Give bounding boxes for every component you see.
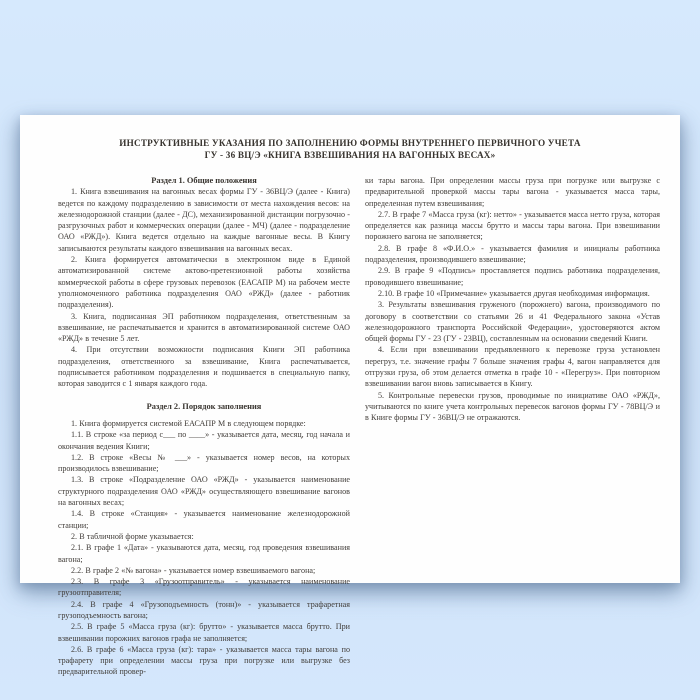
paragraph: 2. В табличной форме указывается: bbox=[71, 531, 194, 541]
paragraph: 3. Результаты взвешивания груженого (порожнего) вагона, производимого по договору в соответствии со статьями 26 и 41 Федерального закона «Устав железнодорожного транспорта Российской Федерации», удостоверяются актом общей формы ГУ - 23 (ГУ - 23ВЦ), составленным на основании сведений Книги. bbox=[365, 300, 660, 344]
paragraph: 2. Книга формируется автоматически в электронном виде в Единой автоматизированной системе актово-претензионной работы хозяйства коммерческой работы в сфере грузовых перевозок (ЕАСАПР М) на рабочем месте уполномоченного работника подразделения ОАО «РЖД» (далее - работник подразделения). bbox=[58, 255, 350, 310]
left-column bbox=[58, 175, 350, 678]
paragraph: 1.1. В строке «за период с___ по ____» - указывается дата, месяц, год начала и окончания ведения Книги; bbox=[58, 430, 350, 451]
two-column-layout bbox=[58, 175, 660, 678]
right-column bbox=[365, 175, 660, 678]
paragraph: 4. При отсутствии возможности подписания Книги ЭП работника подразделения, ответственного за взвешивание, Книга распечатывается, подписывается работником подразделения и подшивается в специальную папку, которая заводится с 1 января каждого года. bbox=[58, 345, 350, 389]
paragraph: 2.2. В графе 2 «№ вагона» - указывается номер взвешиваемого вагона; bbox=[71, 565, 316, 575]
paragraph: 2.7. В графе 7 «Масса груза (кг): нетто» - указывается масса нетто груза, которая определяется как разница массы брутто и массы тары вагона. При взвешивании порожнего вагона не заполняется; bbox=[365, 209, 660, 242]
paragraph: 1.4. В строке «Станция» - указывается наименование железнодорожной станции; bbox=[58, 509, 350, 530]
paragraph: 1. Книга формируется системой ЕАСАПР М в следующем порядке: bbox=[71, 418, 306, 428]
document-title bbox=[20, 138, 680, 161]
paragraph-continuation: ки тары вагона. При определении массы груза при погрузке или выгрузке с предварительной проверкой массы тары вагона - указывается масса тары, определенная путем взвешивания; bbox=[365, 176, 660, 208]
document-title-line-1: ИНСТРУКТИВНЫЕ УКАЗАНИЯ ПО ЗАПОЛНЕНИЮ ФОРМЫ ВНУТРЕННЕГО ПЕРВИЧНОГО УЧЕТА bbox=[119, 138, 581, 148]
paragraph: 1. Книга взвешивания на вагонных весах формы ГУ - 36ВЦ/Э (далее - Книга) ведется по каждому подразделению в зависимости от места нахождения весов: на железнодорожной станции (далее - ДС), механизированной дистанции погрузочно - разгрузочных работ и коммерческих операции (далее - МЧ) (далее - подразделение ОАО «РЖД»). Книга ведется отдельно на каждые вагонные весы. В Книгу записываются результаты каждого взвешивания на вагонных весах. bbox=[58, 187, 350, 253]
paragraph: 2.10. В графе 10 «Примечание» указывается другая необходимая информация. bbox=[378, 288, 650, 298]
paragraph: 2.1. В графе 1 «Дата» - указываются дата, месяц, год проведения взвешивания вагона; bbox=[58, 543, 350, 564]
paragraph: 2.4. В графе 4 «Грузоподъемность (тонн)» - указывается трафаретная грузоподъемность вагона; bbox=[58, 599, 350, 620]
paragraph: 1.2. В строке «Весы № ___» - указывается номер весов, на которых производилось взвешивание; bbox=[58, 452, 350, 474]
document-title-line-2: ГУ - 36 ВЦ/Э «КНИГА ВЗВЕШИВАНИЯ НА ВАГОННЫХ ВЕСАХ» bbox=[204, 149, 496, 160]
paragraph: 2.3. В графе 3 «Грузоотправитель» - указывается наименование грузоотправителя; bbox=[58, 577, 350, 598]
paragraph: 5. Контрольные перевески грузов, проводимые по инициативе ОАО «РЖД», учитываются по книге учета контрольных перевесок вагонов формы ГУ - 78ВЦ/Э и в Книге формы ГУ - 36ВЦ/Э не отражаются. bbox=[365, 390, 660, 423]
paragraph: 1.3. В строке «Подразделение ОАО «РЖД» - указывается наименование структурного подразделения ОАО «РЖД» осуществляющего взвешивание вагонов на вагонных весах; bbox=[58, 475, 350, 508]
paragraph: 2.5. В графе 5 «Масса груза (кг): брутто» - указывается масса брутто. При взвешивании порожних вагонов графа не заполняется; bbox=[58, 622, 350, 643]
paragraph: 2.9. В графе 9 «Подпись» проставляется подпись работника подразделения, проводившего взвешивание; bbox=[365, 266, 660, 287]
paragraph: 2.8. В графе 8 «Ф.И.О.» - указывается фамилия и инициалы работника подразделения, производившего взвешивание; bbox=[365, 243, 660, 265]
section-2-header: Раздел 2. Порядок заполнения bbox=[146, 401, 262, 411]
document-page bbox=[20, 115, 680, 677]
paragraph: 4. Если при взвешивании предъявленного к перевозке груза установлен перегруз, т.е. значение графы 7 больше значения графы 4, вагон направляется для отгрузки груза, об этом делается отметка в графе 10 - «Перегруз». При повторном взвешивании вагон вновь записывается в Книгу. bbox=[365, 345, 660, 389]
paragraph: 3. Книга, подписанная ЭП работником подразделения, ответственным за взвешивание, не распечатывается и хранится в автоматизированной системе ОАО «РЖД» в течение 5 лет. bbox=[58, 311, 350, 344]
paragraph: 2.6. В графе 6 «Масса груза (кг): тара» - указывается масса тары вагона по трафарету при определении массы груза при погрузке или выгрузке без предварительной провер- bbox=[58, 644, 350, 677]
section-1-header: Раздел 1. Общие положения bbox=[151, 176, 257, 185]
